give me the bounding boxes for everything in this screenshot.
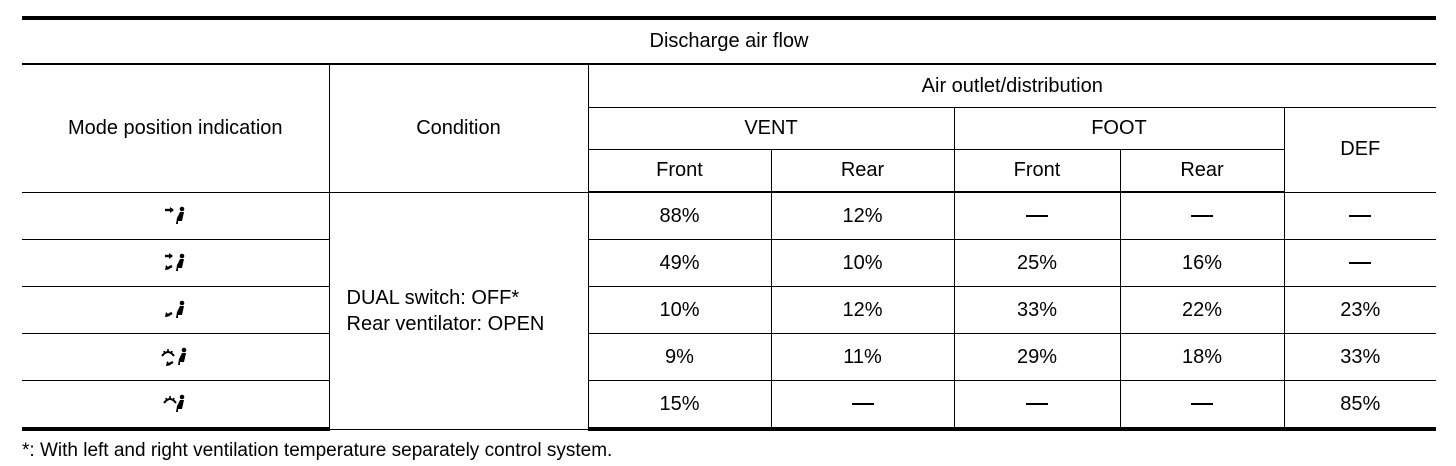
discharge-air-flow-table [22,16,1436,431]
vent-rear-value: 10% [771,240,954,287]
foot-rear-value: 16% [1120,240,1284,287]
vent-rear-value: 12% [771,192,954,240]
col-header-foot-front: Front [954,150,1120,193]
def-value [1284,192,1436,240]
col-header-def: DEF [1284,108,1436,193]
group-header-vent: VENT [588,108,954,150]
condition-line-dual-switch: DUAL switch: OFF* [346,286,520,309]
vent-front-value: 9% [588,334,771,381]
def-value [1284,240,1436,287]
group-header-foot: FOOT [954,108,1284,150]
foot-front-value [954,192,1120,240]
def-value: 85% [1284,381,1436,430]
vent-rear-value [771,381,954,430]
condition-cell [329,192,588,429]
foot-rear-value: 18% [1120,334,1284,381]
mode-cell [22,192,329,240]
table-row [22,192,1436,240]
foot-rear-value: 22% [1120,287,1284,334]
dash-symbol [1349,262,1371,264]
table-row [22,334,1436,381]
table-title: Discharge air flow [22,18,1436,64]
vent-rear-value: 11% [771,334,954,381]
foot-mode-icon [163,299,187,321]
foot-front-value: 29% [954,334,1120,381]
col-header-mode-position: Mode position indication [22,64,329,192]
vent-front-value: 49% [588,240,771,287]
vent-rear-value: 12% [771,287,954,334]
mode-cell [22,381,329,430]
dash-symbol [1026,403,1048,405]
table-row [22,287,1436,334]
foot-front-value: 33% [954,287,1120,334]
def-value: 23% [1284,287,1436,334]
dash-symbol [1026,215,1048,217]
dash-symbol [1191,215,1213,217]
mode-cell [22,287,329,334]
foot-front-value [954,381,1120,430]
vent-front-value: 10% [588,287,771,334]
col-header-vent-rear: Rear [771,150,954,193]
table-row [22,240,1436,287]
def-mode-icon [163,393,187,415]
foot-front-value: 25% [954,240,1120,287]
dash-symbol [1191,403,1213,405]
mode-cell [22,334,329,381]
foot-def-mode-icon [161,346,189,368]
condition-line-rear-ventilator: Rear ventilator: OPEN [346,312,545,335]
def-value: 33% [1284,334,1436,381]
footnote: *: With left and right ventilation temperature separately control system. [22,440,613,461]
vent-front-value: 88% [588,192,771,240]
mode-cell [22,240,329,287]
vent-front-value: 15% [588,381,771,430]
bi-level-mode-icon [163,252,187,274]
group-header-air-outlet: Air outlet/distribution [588,64,1436,108]
dash-symbol [1349,215,1371,217]
col-header-foot-rear: Rear [1120,150,1284,193]
table-row [22,381,1436,430]
col-header-condition: Condition [329,64,588,192]
vent-mode-icon [163,205,187,227]
foot-rear-value [1120,192,1284,240]
foot-rear-value [1120,381,1284,430]
col-header-vent-front: Front [588,150,771,193]
dash-symbol [852,403,874,405]
